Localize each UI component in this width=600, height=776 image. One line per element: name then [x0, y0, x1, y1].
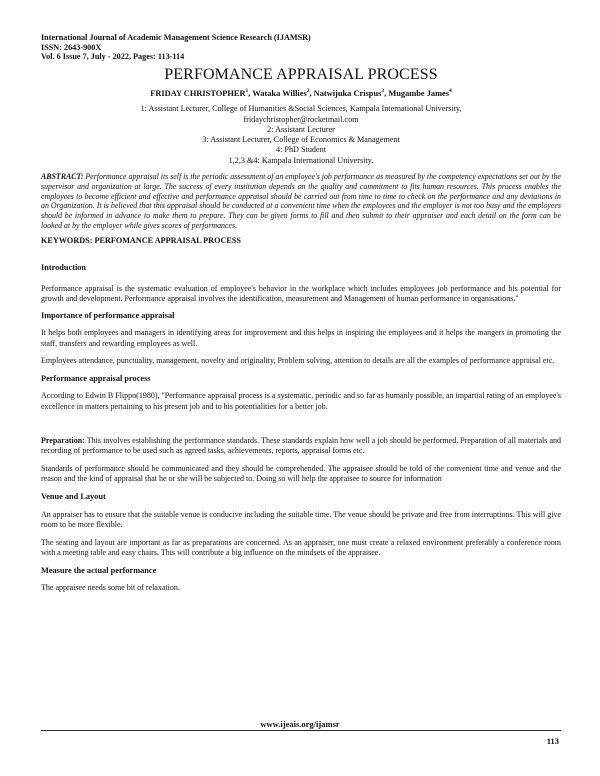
- affiliations: [41, 104, 561, 166]
- affiliation-line: 1,2,3 &4: Kampala International University.: [228, 155, 374, 165]
- affiliation-line: 3: Assistant Lecturer, College of Economics & Management: [202, 135, 400, 145]
- venue-paragraph-1: An appraiser has to ensure that the suitable venue is conducive including the suitable time. The venue should be private and free from interruptions. This will give room to be more flexible.: [41, 510, 561, 530]
- author-2: Wataka Willies$^2$,: [252, 88, 314, 99]
- abstract-text: Performance appraisal its self is the periodic assessment of an employee's job performance as measured by the competency expectations set out by the supervisor and organization at large. The success of every institution depends on the quality and commitment to fits human resources. This process enables the employees to become efficient and effective and performance appraisal should be carried out from time to time to check on the performance and any deviations in an Organization. It is believed that this appraisal should be conducted at a convenient time when the employees and the employer is not too busy and the employees should be informed in advance to make them to prepare. They can be given forms to fill and then submit to their appraiser and each detail on the form can be looked at by the employer while gives scores of performances.: [41, 172, 561, 231]
- introduction-paragraph: Performance appraisal is the systematic evaluation of employee's behavior in the workplace which includes employees job performance and his potential for growth and development. Performance appraisal involves the identification, measurement and Management of human performance in organisations.": [41, 283, 561, 304]
- keywords: [41, 236, 561, 246]
- footer-divider: [41, 730, 561, 731]
- journal-issn: ISSN: 2643-900X: [41, 42, 102, 52]
- footer-url[interactable]: www.ijeais.org/ijamsr: [260, 719, 340, 729]
- section-heading-venue: Venue and Layout: [41, 492, 106, 502]
- importance-paragraph-1: It helps both employees and managers in identifying areas for improvement and this helps in inspiring the employees and it helps the mangers in promoting the staff, transfers and rewarding employees as well.: [41, 328, 561, 348]
- section-heading-process: Performance appraisal process: [41, 374, 151, 384]
- journal-volume: Vol. 6 Issue 7, July - 2022, Pages: 113-114: [41, 52, 185, 61]
- venue-paragraph-2: The seating and layout are important as far as preparations are concerned. As an appraiser, one must create a relaxed environment preferably a conference room with a meeting table and easy chairs. This will contribute a big influence on the mindsets of the appraisee.: [41, 537, 561, 558]
- preparation-paragraph-2: Standards of performance should be communicated and they should be comprehended. The appraisee should be told of the convenient time and venue and the reason and the kind of appraisal that he or she will be subjected to. Doing so will help the appraisee to source for information: [41, 463, 561, 483]
- section-heading-measure: Measure the actual performance: [41, 566, 157, 576]
- affiliation-line: 4: PhD Student: [275, 145, 327, 155]
- affiliation-line: 1: Assistant Lecturer, College of Humanities &Social Sciences, Kampala International University,: [140, 104, 462, 114]
- author-1: FRIDAY CHRISTOPHER$^1$,: [150, 88, 253, 99]
- journal-name: International Journal of Academic Management Science Research (IJAMSR): [41, 33, 311, 42]
- preparation-label: Preparation:: [41, 435, 85, 445]
- affiliation-line: 2: Assistant Lecturer: [267, 124, 335, 134]
- author-email[interactable]: fridaychristopher@rocketmail.com: [243, 114, 359, 124]
- measure-paragraph: The appraisee needs some bit of relaxation.: [41, 583, 180, 593]
- abstract-label: ABSTRACT:: [41, 172, 84, 182]
- importance-paragraph-2: Employees attendance, punctuality, management, novelty and originality, Problem solving, attention to details are all the examples of performance appraisal etc.: [41, 356, 555, 366]
- author-list: [41, 87, 561, 100]
- keywords-label: KEYWORDS: [41, 235, 90, 245]
- author-3: Natwijuka Crispus$^3$,: [313, 88, 389, 99]
- paper-page: [41, 33, 561, 594]
- abstract: [41, 172, 561, 231]
- section-heading-introduction: Introduction: [41, 262, 87, 272]
- keywords-value: : PERFOMANCE APPRAISAL PROCESS: [89, 235, 241, 245]
- journal-header: [41, 33, 561, 62]
- preparation-paragraph-1: Preparation: This involves establishing the performance standards. These standards explain how well a job should be performed. Preparation of all materials and recording of performance to be used such as agreed tasks, achievements, reports, appraisal forms etc.: [41, 435, 561, 456]
- author-4: Mugambe James$^4$: [388, 88, 452, 99]
- process-paragraph: According to Edwin B Flippo(1980), "Performance appraisal process is a systematic, periodic and so far as humanly possible, an impartial rating of an employee's excellence in matters pertaining to his present job and to his potentialities for a better job.: [41, 391, 561, 411]
- section-heading-importance: Importance of performance appraisal: [41, 311, 175, 321]
- page-number: 113: [546, 736, 559, 746]
- paper-title: PERFOMANCE APPRAISAL PROCESS: [164, 65, 438, 83]
